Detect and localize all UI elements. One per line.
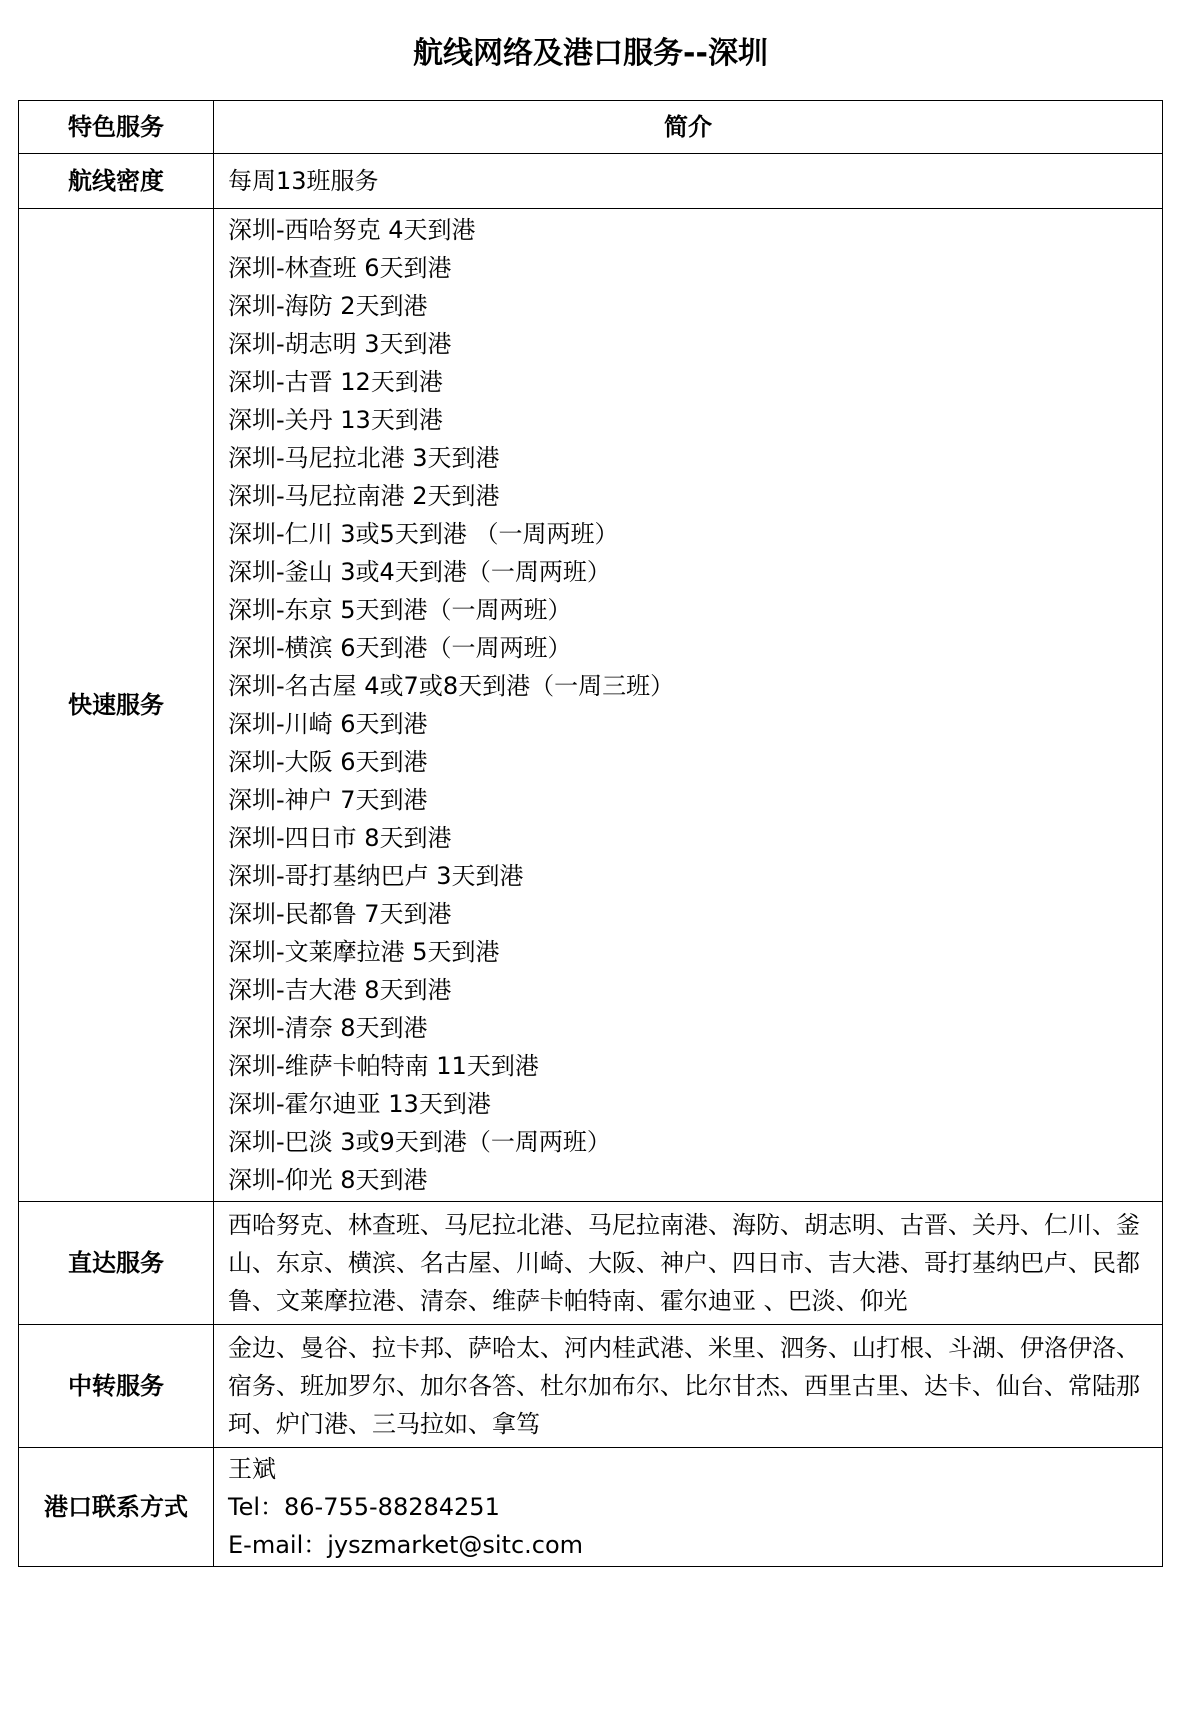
contact-tel: Tel：86-755-88284251 <box>228 1493 500 1521</box>
density-label: 航线密度 <box>19 154 214 209</box>
route-item: 深圳-林查班 6天到港 <box>228 254 452 282</box>
table-row-transfer <box>19 1325 1163 1448</box>
transfer-ports: 金边、曼谷、拉卡邦、萨哈太、河内桂武港、米里、泗务、山打根、斗湖、伊洛伊洛、宿务、班加罗尔、加尔各答、杜尔加布尔、比尔甘杰、西里古里、达卡、仙台、常陆那珂、炉门港、三马拉如、拿笃 <box>228 1334 1140 1438</box>
route-item: 深圳-马尼拉北港 3天到港 <box>228 444 500 472</box>
route-item: 深圳-吉大港 8天到港 <box>228 976 452 1004</box>
route-item: 深圳-名古屋 4或7或8天到港（一周三班） <box>228 672 675 700</box>
page-title: 航线网络及港口服务--深圳 <box>413 36 768 71</box>
contact-email: E-mail：jyszmarket@sitc.com <box>228 1531 584 1559</box>
route-item: 深圳-仰光 8天到港 <box>228 1166 428 1194</box>
route-item: 深圳-东京 5天到港（一周两班） <box>228 596 572 624</box>
direct-value <box>214 1202 1163 1325</box>
density-value: 每周13班服务 <box>214 154 1163 209</box>
table-row-contact <box>19 1448 1163 1567</box>
contact-label: 港口联系方式 <box>19 1448 214 1567</box>
table-header-row <box>19 101 1163 154</box>
direct-ports: 西哈努克、林查班、马尼拉北港、马尼拉南港、海防、胡志明、古晋、关丹、仁川、釜山、东京、横滨、名古屋、川崎、大阪、神户、四日市、吉大港、哥打基纳巴卢、民都鲁、文莱摩拉港、清奈、维萨卡帕特南、霍尔迪亚 、巴淡、仰光 <box>228 1211 1140 1315</box>
route-item: 深圳-马尼拉南港 2天到港 <box>228 482 500 510</box>
header-feature: 特色服务 <box>19 101 214 154</box>
route-item: 深圳-清奈 8天到港 <box>228 1014 428 1042</box>
route-item: 深圳-西哈努克 4天到港 <box>228 216 476 244</box>
service-table <box>18 100 1163 1567</box>
express-routes <box>214 209 1163 1202</box>
route-item: 深圳-仁川 3或5天到港 （一周两班） <box>228 520 619 548</box>
route-item: 深圳-大阪 6天到港 <box>228 748 428 776</box>
route-item: 深圳-古晋 12天到港 <box>228 368 443 396</box>
route-item: 深圳-川崎 6天到港 <box>228 710 428 738</box>
route-item: 深圳-文莱摩拉港 5天到港 <box>228 938 500 966</box>
route-item: 深圳-维萨卡帕特南 11天到港 <box>228 1052 539 1080</box>
table-row-density <box>19 154 1163 209</box>
contact-name: 王斌 <box>228 1455 276 1483</box>
route-item: 深圳-胡志明 3天到港 <box>228 330 452 358</box>
route-item: 深圳-关丹 13天到港 <box>228 406 443 434</box>
transfer-label: 中转服务 <box>19 1325 214 1448</box>
express-label: 快速服务 <box>19 209 214 1202</box>
transfer-value <box>214 1325 1163 1448</box>
route-item: 深圳-釜山 3或4天到港（一周两班） <box>228 558 611 586</box>
header-intro: 简介 <box>214 101 1163 154</box>
direct-label: 直达服务 <box>19 1202 214 1325</box>
route-item: 深圳-巴淡 3或9天到港（一周两班） <box>228 1128 611 1156</box>
table-row-express <box>19 209 1163 1202</box>
table-row-direct <box>19 1202 1163 1325</box>
route-item: 深圳-横滨 6天到港（一周两班） <box>228 634 572 662</box>
route-item: 深圳-神户 7天到港 <box>228 786 428 814</box>
route-item: 深圳-民都鲁 7天到港 <box>228 900 452 928</box>
route-item: 深圳-哥打基纳巴卢 3天到港 <box>228 862 524 890</box>
route-item: 深圳-海防 2天到港 <box>228 292 428 320</box>
route-item: 深圳-霍尔迪亚 13天到港 <box>228 1090 491 1118</box>
contact-value <box>214 1448 1163 1567</box>
route-item: 深圳-四日市 8天到港 <box>228 824 452 852</box>
